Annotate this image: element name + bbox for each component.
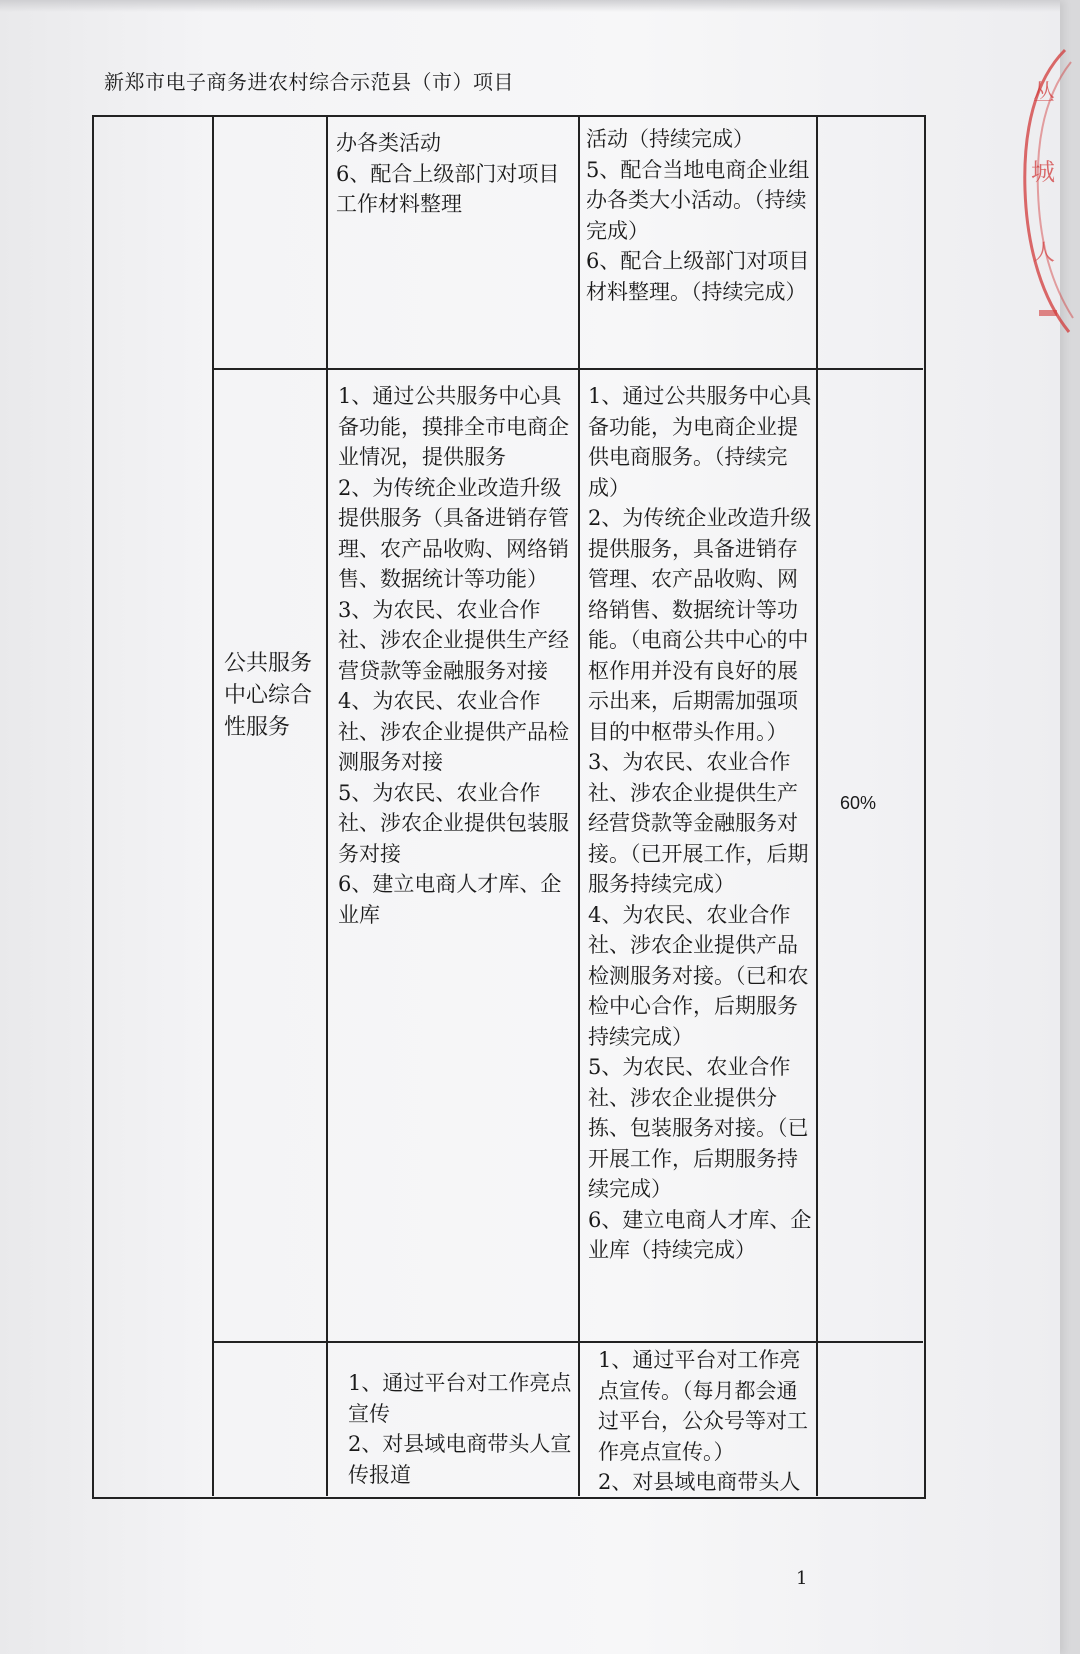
table-cell-category-row-2: 公共服务中心综合性服务 — [224, 651, 313, 740]
column-divider-1 — [212, 117, 214, 1496]
svg-text:丛: 丛 — [1033, 81, 1056, 106]
table-cell-status-row-3: 1、通过平台对工作亮点宣传。（每月都会通过平台，公众号等对工作亮点宣传。） 2、对县域电商带头人 — [598, 1348, 808, 1493]
table-cell-status-row-2: 1、通过公共服务中心具备功能，为电商企业提供电商服务。（持续完成） 2、为传统企业改造升级提供服务，具备进销存管理、农产品收购、网络销售、数据统计等功能。（电商公共中心的中枢作用并没有良好的展示出来，后期需加强项目的中枢带头作用。） 3、为农民、农业合作社、涉农企业提供生产经营贷款等金融服务对接。（已开展工作，后期服务持续完成） 4、为农民、农业合作社、涉农企业提供产品检测服务对接。（已和农检中心合作，后期服务持续完成） 5、为农民、农业合作社、涉农企业提供分拣、包装服务对接。（已开展工作，后期服务持续完成） 6、建立电商人才库、企业库（持续完成） — [588, 384, 812, 1262]
svg-text:城: 城 — [1031, 158, 1055, 186]
row-divider-2 — [213, 1341, 923, 1343]
page-top-shadow — [0, 0, 1060, 12]
column-divider-4 — [816, 117, 818, 1496]
table-cell-progress-row-2: 60% — [840, 793, 877, 813]
red-seal-stamp — [1005, 40, 1075, 340]
row-divider-1 — [213, 368, 923, 370]
column-divider-3 — [578, 117, 580, 1496]
table-cell-status-row-1: 活动（持续完成） 5、配合当地电商企业组办各类大小活动。（持续完成） 6、配合上级部门对项目材料整理。（持续完成） — [586, 127, 810, 304]
table-cell-plan-row-3: 1、通过平台对工作亮点宣传 2、对县域电商带头人宣传报道 — [348, 1371, 572, 1487]
page-number: 1 — [796, 1568, 808, 1589]
svg-text:人: 人 — [1033, 241, 1056, 266]
table-cell-plan-row-2: 1、通过公共服务中心具备功能，摸排全市电商企业情况，提供服务 2、为传统企业改造升级提供服务（具备进销存管理、农产品收购、网络销售、数据统计等功能） 3、为农民、农业合作社、涉农企业提供生产经营贷款等金融服务对接 4、为农民、农业合作社、涉农企业提供产品检测服务对接 5、为农民、农业合作社、涉农企业提供包装服务对接 6、建立电商人才库、企业库 — [338, 384, 569, 927]
column-divider-2 — [326, 117, 328, 1496]
table-cell-plan-row-1: 办各类活动 6、配合上级部门对项目工作材料整理 — [336, 131, 560, 216]
page-header-title: 新郑市电子商务进农村综合示范县（市）项目 — [104, 70, 514, 94]
